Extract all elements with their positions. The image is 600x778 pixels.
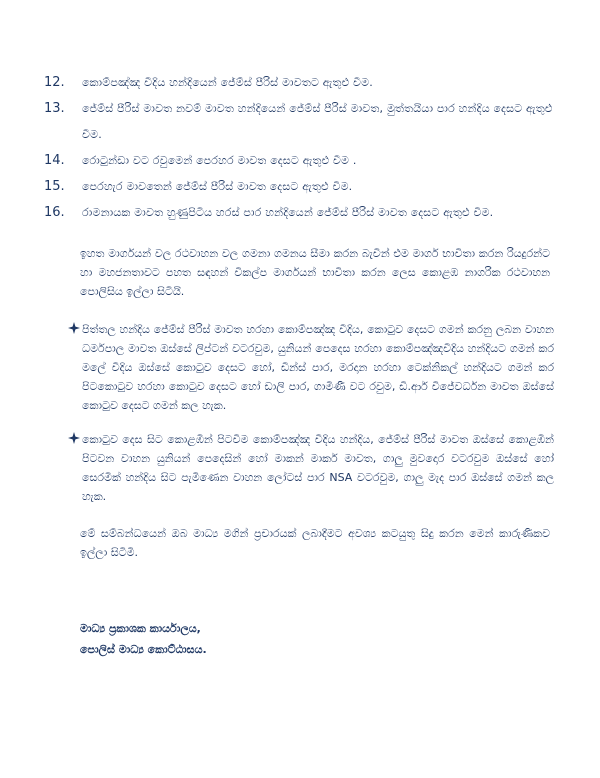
list-item-number: 14. [44,153,65,168]
list-item-text: රාමනායක මාවත හුණුපිටිය හරස් පාර හන්දියෙන් ජේම්ස් පීරිස් මාවත දෙසට ඇතුළු වීම. [82,206,494,219]
bullet-item-alternative-route-2 [68,430,554,506]
diamond-bullet-icon [68,431,80,445]
list-item-number: 13. [44,101,65,116]
list-item [44,174,554,200]
diamond-bullet-icon [68,321,80,335]
list-item [44,148,554,174]
list-item [44,96,554,148]
request-paragraph: මේ සම්බන්ධයෙන් ඔබ මාධ්‍ය මගින් ප්‍රචාරයක් ලබාදීමට අවශ්‍ය කටයුතු සිදු කරන මෙන් කාරුණිකව ඉල්ලා සිටිමි. [80,527,550,559]
list-item [44,200,554,226]
list-item-text: පෙරහැර මාවතෙන් ජේම්ස් පීරිස් මාවත දෙසට ඇතුළු වීම. [82,180,353,193]
list-item-number: 12. [44,75,65,90]
bullet-text: පිත්තල හන්දිය ජේම්ස් පීරිස් මාවත හරහා කොම්පඤ්ඤ වීදිය, කොටුව දෙසට ගමන් කරනු ලබන වාහන ධර්මපාල මාවත ඔස්සේ ලිප්ටන් වටරවුම, යුනියන් පෙදෙස හරහා කොම්පඤ්ඤවීදිය හන්දියට ගමන් කර මලේ වීදිය ඔස්සේ කොටුව දෙසට හෝ, ඩීන්ස් පාර, මරදාන හරහා ටෙක්නිකල් හන්දියට ගමන් කර පිටකොටුව හරහා කොටුව දෙසට හෝ ඩාලි පාර, ගාමිණී වට රවුම, ඩී.ආර් විජේවර්ධන මාවත ඔස්සේ කොටුව දෙසට ගමන් කල හැක. [82,323,554,412]
list-item-text: ජේම්ස් පීරිස් මාවත නවම් මාවත හන්දියෙන් ජේම්ස් පීරිස් මාවත, මුත්තයියා පාර හන්දිය දෙසට ඇතුළු වීම. [82,102,553,141]
list-item-text: කොම්පඤ්ඤ වීදිය හන්දියෙන් ජේම්ස් පීරිස් මාවතට ඇතුළු වීම. [82,76,373,89]
signature-division: පොලිස් මාධ්‍ය කොට්ඨාසය. [80,643,207,656]
signature-office: මාධ්‍ය ප්‍රකාශක කාර්යාලය, [80,622,201,635]
list-item-number: 16. [44,205,65,220]
list-item-text: රොටුන්ඩා වට රවුමෙන් පෙරහර මාවත දෙසට ඇතුළු වීම . [82,154,357,167]
list-item [44,70,554,96]
numbered-route-list [44,70,554,226]
signature-block [80,618,207,660]
intro-paragraph: ඉහත මාර්ගයන් වල රථවාහන වල ගමනා ගමනය සීමා කරන බැවින් එම මාර්ග භාවිතා කරන රියදුරන්ට හා මහජනතාවට පහත සඳහන් විකල්ප මාර්ගයන් භාවිතා කරන ලෙස කොළඹ නාගරික රථවාහන පොලිසිය ඉල්ලා සිටියි. [80,247,550,298]
bullet-item-alternative-route-1 [68,320,554,415]
list-item-number: 15. [44,179,65,194]
bullet-text: කොටුව දෙස සිට කොළඹින් පිටවීම කොම්පඤ්ඤ වීදිය හන්දිය, ජේම්ස් පීරිස් මාවත ඔස්සේ කොළඹින් පිටවන වාහන යුනියන් පෙදෙසින් හෝ මාකන් මාකර් මාවත, ගාලු මුවදොර වටරවුම ඔස්සේ හෝ සෙරමික් හන්දිය සිට පැමිණෙන වාහන ලෝටස් පාර NSA වටරවුම, ගාලු මැද පාර ඔස්සේ ගමන් කල හැක. [82,433,554,503]
